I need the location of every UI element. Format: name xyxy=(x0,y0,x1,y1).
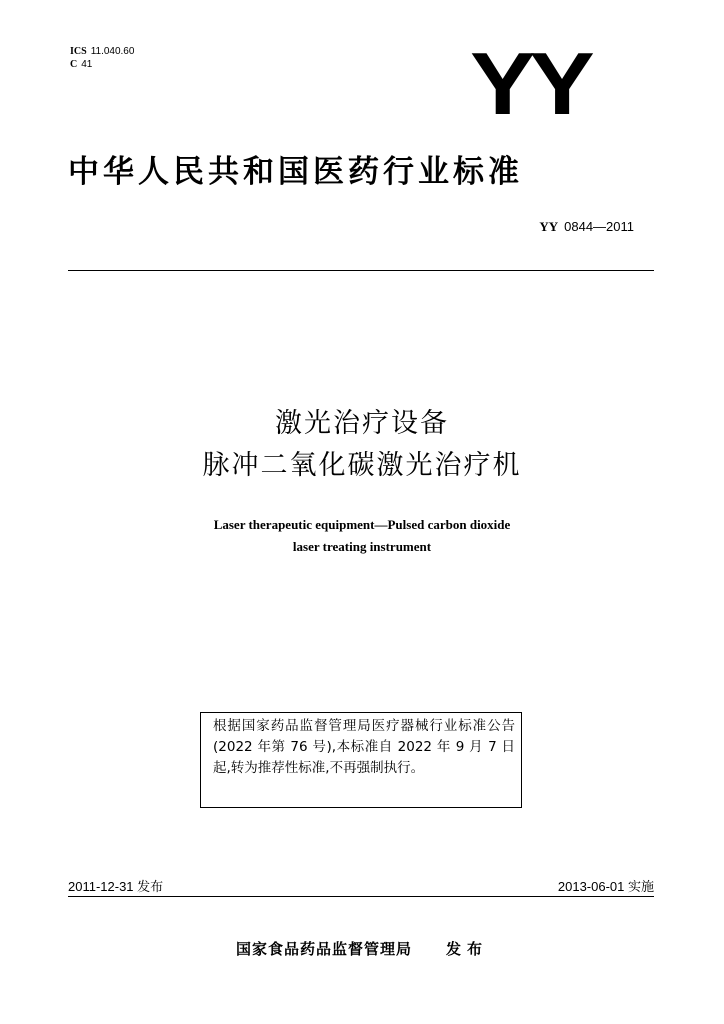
classification-codes xyxy=(70,45,134,71)
publisher-name: 国家食品药品监督管理局 xyxy=(235,940,412,958)
footer-divider xyxy=(68,896,654,897)
standard-code: 0844—2011 xyxy=(564,219,634,234)
effective-date: 2013-06-01 实施 xyxy=(557,879,654,894)
notice-text: 根据国家药品监督管理局医疗器械行业标准公告(2022 年第 76 号),本标准自 2022 年 9 月 7 日起,转为推荐性标准,不再强制执行。 xyxy=(213,718,515,776)
standard-prefix: YY xyxy=(539,219,559,234)
publish-label: 发布 xyxy=(446,940,489,958)
publisher-line xyxy=(0,938,724,959)
ics-line xyxy=(70,45,134,58)
ccs-code: 41 xyxy=(81,59,93,70)
ccs-line xyxy=(70,58,134,71)
ccs-label: C xyxy=(70,59,78,70)
ics-label: ICS xyxy=(70,46,87,57)
ics-code: 11.040.60 xyxy=(90,46,135,57)
header-divider xyxy=(68,270,654,271)
title-en-line1: Laser therapeutic equipment—Pulsed carbon dioxide xyxy=(213,517,511,532)
title-cn-line2: 脉冲二氧化碳激光治疗机 xyxy=(202,450,522,481)
standard-number xyxy=(539,219,634,235)
yy-logo: YY xyxy=(470,34,589,134)
org-title: 中华人民共和国医药行业标准 xyxy=(68,154,523,190)
issue-date: 2011-12-31 发布 xyxy=(68,879,164,894)
title-en-line2: laser treating instrument xyxy=(292,539,432,554)
notice-box xyxy=(200,712,522,808)
title-cn-line1: 激光治疗设备 xyxy=(275,408,449,439)
